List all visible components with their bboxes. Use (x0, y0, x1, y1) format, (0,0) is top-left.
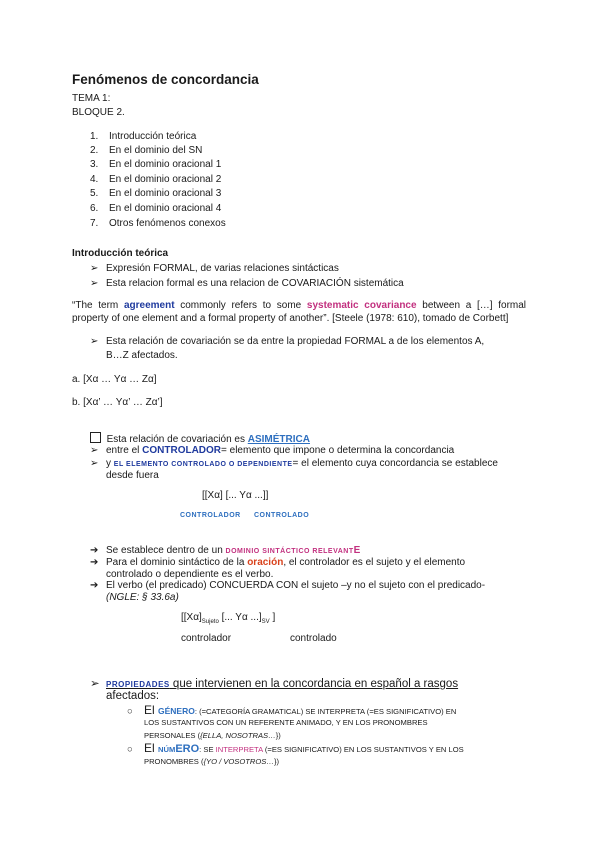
scheme2-label-controlado: controlado (290, 633, 337, 644)
bullet-item: ➔ Se establece dentro de un DOMINIO SINTÁCTICO RELEVANTE (90, 545, 361, 556)
bullet-continuation: B…Z afectados. (106, 350, 178, 361)
list-item: 4. (90, 174, 99, 185)
list-item-text: En el dominio oracional 3 (109, 188, 222, 199)
bloque-label: BLOQUE 2. (72, 107, 125, 118)
bullet-item-properties: ➢ PROPIEDADES que intervienen en la concordancia en español a rasgos (90, 678, 459, 690)
term-numero-a: NÚM (158, 745, 176, 754)
bullet-item: ➢ y EL ELEMENTO CONTROLADO O DEPENDIENTE= el elemento cuya concordancia se establece (90, 458, 498, 469)
term-agreement: agreement (123, 300, 175, 311)
list-item-text: En el dominio oracional 1 (109, 159, 222, 170)
scheme-label-controlador: CONTROLADOR (180, 512, 241, 519)
circle-bullet-icon: ○ (127, 743, 133, 754)
term-controlado: EL ELEMENTO CONTROLADO O DEPENDIENTE (113, 461, 293, 468)
arrowhead-icon: ➢ (90, 445, 99, 456)
scheme-label-controlado: CONTROLADO (254, 512, 310, 519)
subbullet-genero: ○ El GÉNERO: (=CATEGORÍA GRAMATICAL) SE INTERPRETA (=ES SIGNIFICATIVO) EN (127, 703, 457, 717)
page-title: Fenómenos de concordancia (72, 72, 259, 87)
bullet-continuation: desde fuera (106, 470, 159, 481)
section-heading-intro: Introducción teórica (72, 248, 169, 259)
tema-label: TEMA 1: (72, 93, 111, 104)
example-b: b. [Xα’ … Yα’ … Zα’] (72, 397, 163, 408)
quote-paragraph: “The term agreement commonly refers to some systematic covariance between a […] formal property of one element and a formal property of another”. [Steele (1978: 610), tomado de Corbett] (72, 300, 527, 324)
term-covariance: systematic covariance (306, 300, 417, 311)
scheme2-label-controlador: controlador (181, 633, 232, 644)
list-item: 6. (90, 203, 99, 214)
list-item-text: En el dominio oracional 2 (109, 174, 222, 185)
bullet-item: ➢ Expresión FORMAL, de varias relaciones sintácticas (90, 263, 339, 274)
bullet-item: ➔ Para el dominio sintáctico de la oración, el controlador es el sujeto y el elemento (90, 557, 466, 568)
arrowhead-icon: ➢ (90, 336, 99, 347)
list-item: 1. (90, 131, 99, 142)
bullet-continuation: (NGLE: § 33.6a) (106, 592, 179, 603)
bullet-item: ➢ Esta relacion formal es una relacion de COVARIACIÓN sistemática (90, 278, 404, 289)
bullet-item: ➔ El verbo (el predicado) CONCUERDA CON el sujeto –y no el sujeto con el predicado- (90, 580, 486, 591)
arrowhead-icon: ➢ (90, 278, 99, 289)
scheme-formula-2: [$[X\alpha]_{Sujeto}$ [... Yα $...]_{SV}$ ] (181, 612, 276, 625)
list-item: 2. (90, 145, 99, 156)
term-interpreta: INTERPRETA (215, 745, 263, 754)
list-item-text: Otros fenómenos conexos (109, 218, 226, 229)
term-numero-b: ERO (175, 743, 200, 755)
subbullet-continuation: PRONOMBRES ({YO / VOSOTROS…}) (144, 757, 280, 766)
term-asimetrica: ASIMÉTRICA (247, 434, 310, 445)
checkbox-icon[interactable] (90, 432, 101, 443)
scheme-formula: [[Xα] [... Yα ...]] (202, 490, 269, 501)
list-item: 5. (90, 188, 99, 199)
term-controlador: CONTROLADOR (142, 445, 222, 456)
arrowhead-icon: ➢ (90, 263, 99, 274)
list-item-text: En el dominio oracional 4 (109, 203, 222, 214)
list-item-text: Introducción teórica (109, 131, 197, 142)
arrow-right-icon: ➔ (90, 580, 99, 591)
example-a: a. [Xα … Yα … Zα] (72, 374, 157, 385)
subbullet-continuation: LOS SUSTANTIVOS CON UN REFERENTE ANIMADO, Y EN LOS PRONOMBRES (144, 718, 428, 727)
bullet-continuation: afectados: (106, 690, 160, 702)
list-item: 3. (90, 159, 99, 170)
circle-bullet-icon: ○ (127, 705, 133, 716)
term-oracion: oración (247, 557, 284, 568)
arrowhead-icon: ➢ (90, 678, 100, 690)
checkbox-item: Esta relación de covariación es ASIMÉTRICA (90, 432, 310, 445)
term-propiedades: PROPIEDADES (106, 680, 170, 689)
subbullet-continuation: PERSONALES ({ELLA, NOSOTRAS…}) (144, 731, 281, 740)
subbullet-numero: ○ El NÚMERO: SE INTERPRETA (=ES SIGNIFICATIVO) EN LOS SUSTANTIVOS Y EN LOS (127, 741, 464, 755)
list-item: 7. (90, 218, 99, 229)
bullet-item: ➢ entre el CONTROLADOR= elemento que impone o determina la concordancia (90, 445, 455, 456)
list-item-text: En el dominio del SN (109, 145, 203, 156)
term-dominio: DOMINIO SINTÁCTICO RELEVANT (225, 548, 354, 555)
term-genero: GÉNERO (158, 706, 195, 716)
arrow-right-icon: ➔ (90, 545, 99, 556)
bullet-item: ➢ Esta relación de covariación se da entre la propiedad FORMAL a de los elementos A, (90, 336, 485, 347)
arrow-right-icon: ➔ (90, 557, 99, 568)
bullet-continuation: controlado o dependiente es el verbo. (106, 569, 274, 580)
arrowhead-icon: ➢ (90, 458, 99, 469)
